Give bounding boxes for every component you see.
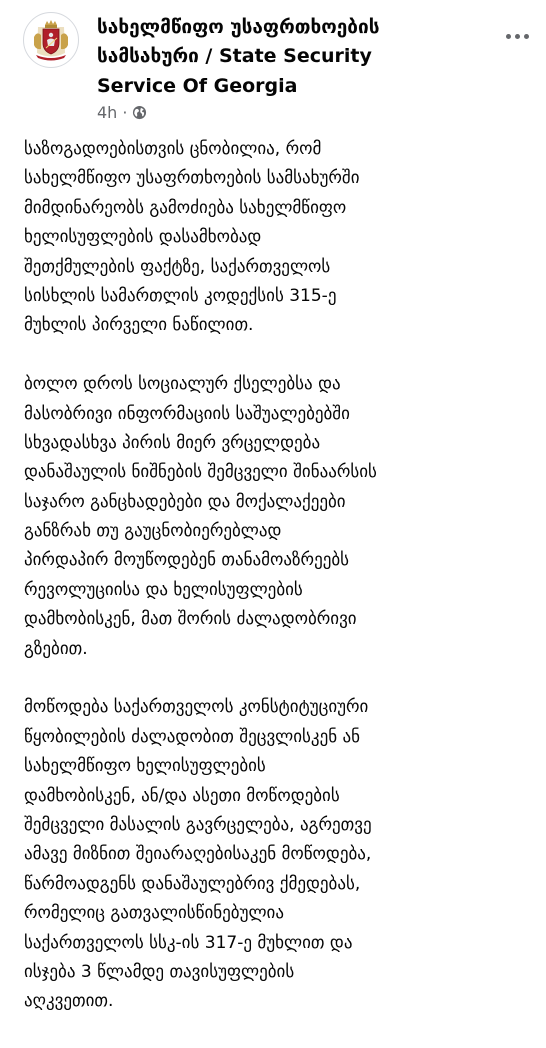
- text-line: შეთქმულების ფაქტზე, საქართველოს: [24, 256, 331, 277]
- more-options-icon: [504, 34, 531, 39]
- text-line: რომელიც გათვალისწინებულია: [24, 903, 284, 924]
- text-line: ამავე მიზნით შეიარაღებისაკენ მოწოდება,: [24, 844, 372, 865]
- text-line: საქართველოს სსკ-ის 317-ე მუხლით და: [24, 932, 353, 953]
- georgia-coat-of-arms-logo: [24, 13, 78, 67]
- page-name-line: სამსახური / State Security: [97, 45, 372, 68]
- more-options-button[interactable]: [500, 24, 534, 48]
- post-timestamp[interactable]: 4h: [97, 102, 118, 122]
- text-line: პირდაპირ მოუწოდებენ თანამოაზრეებს: [24, 550, 350, 571]
- page-name-line: Service Of Georgia: [97, 74, 298, 97]
- text-line: ბოლო დროს სოციალურ ქსელებსა და: [24, 374, 341, 395]
- text-line: სხვადასხვა პირის მიერ ვრცელდება: [24, 432, 321, 453]
- text-line: მუხლის პირველი ნაწილით.: [24, 315, 254, 336]
- text-line: წარმოადგენს დანაშაულებრივ ქმედებას,: [24, 873, 361, 894]
- text-line: დამხობისკენ, ან/და ასეთი მოწოდების: [24, 785, 340, 806]
- text-line: წყობილების ძალადობით შეცვლისკენ ან: [24, 726, 361, 747]
- text-line: მიმდინარეობს გამოძიება სახელმწიფო: [24, 197, 347, 218]
- text-line: განზრახ თუ გაუცნობიერებლად: [24, 521, 282, 542]
- text-line: მოწოდება საქართველოს კონსტიტუციური: [24, 697, 369, 718]
- post-header: [0, 0, 546, 130]
- text-line: სახელმწიფო ხელისუფლების: [24, 756, 266, 777]
- post-paragraph: [24, 370, 536, 664]
- text-line: აღკვეთით.: [24, 991, 114, 1012]
- text-line: ისჯება 3 წლამდე თავისუფლების: [24, 961, 295, 982]
- page-name-line: სახელმწიფო უსაფრთხოების: [97, 16, 380, 38]
- post-paragraph: [24, 135, 536, 341]
- text-line: შემცველი მასალის გავრცელება, აგრეთვე: [24, 814, 372, 835]
- text-line: საჯარო განცხადებები და მოქალაქეები: [24, 491, 346, 512]
- post-meta: [97, 101, 147, 123]
- text-line: დამხობისკენ, მათ შორის ძალადობრივი: [24, 609, 357, 630]
- post-text: [24, 135, 536, 1017]
- text-line: მასობრივი ინფორმაციის საშუალებებში: [24, 403, 350, 424]
- text-line: სისხლის სამართლის კოდექსის 315-ე: [24, 285, 337, 306]
- text-line: ხელისუფლების დასამხობად: [24, 227, 262, 248]
- globe-icon[interactable]: [132, 105, 147, 120]
- text-line: დანაშაულის ნიშნების შემცველი შინაარსის: [24, 462, 377, 483]
- page-name[interactable]: [97, 13, 477, 101]
- page-avatar[interactable]: [23, 12, 79, 68]
- text-line: გზებით.: [24, 638, 88, 659]
- text-line: საზოგადოებისთვის ცნობილია, რომ: [24, 139, 322, 159]
- post-paragraph: [24, 693, 536, 1016]
- text-line: სახელმწიფო უსაფრთხოების სამსახურში: [24, 168, 360, 189]
- text-line: რევოლუციისა და ხელისუფლების: [24, 579, 303, 600]
- meta-separator: ·: [122, 102, 128, 122]
